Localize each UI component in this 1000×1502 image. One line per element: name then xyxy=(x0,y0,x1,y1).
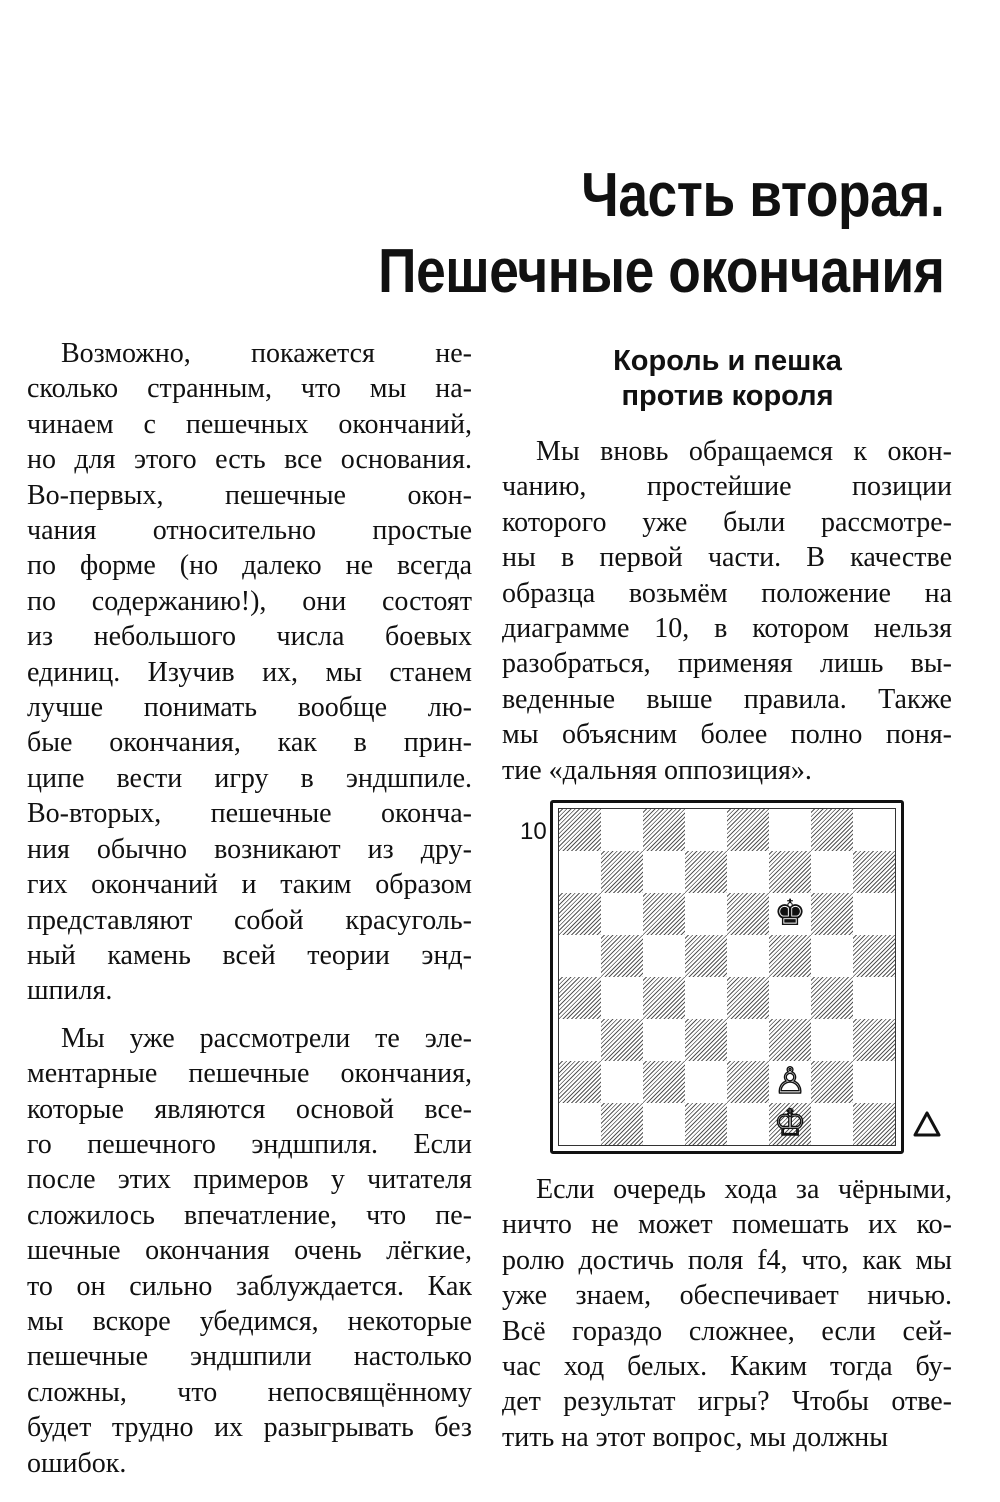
right-paragraph-2 xyxy=(502,1172,952,1455)
square-b4 xyxy=(601,977,643,1019)
square-c4 xyxy=(643,977,685,1019)
square-h1 xyxy=(853,1103,895,1145)
square-b1 xyxy=(601,1103,643,1145)
square-d3 xyxy=(685,1019,727,1061)
square-e2 xyxy=(727,1061,769,1103)
section-heading-line-1: Король и пешка xyxy=(613,345,842,377)
diagram-number: 10 xyxy=(520,818,547,845)
text-line: ролю достичь поля f4, что, как мы xyxy=(502,1244,952,1276)
white-pawn-icon: ♙ xyxy=(773,1061,807,1102)
square-d4 xyxy=(685,977,727,1019)
chessboard xyxy=(558,808,896,1146)
right-column-top xyxy=(502,434,952,788)
text-line: тить на этот вопрос, мы должны xyxy=(502,1421,889,1453)
black-king-icon: ♚ xyxy=(773,893,807,934)
square-g1 xyxy=(811,1103,853,1145)
square-a3 xyxy=(559,1019,601,1061)
square-c1 xyxy=(643,1103,685,1145)
square-c5 xyxy=(643,935,685,977)
square-a1 xyxy=(559,1103,601,1145)
white-to-move-triangle-icon xyxy=(912,1110,942,1138)
text-line: гих окончаний и таким образом xyxy=(27,869,472,901)
text-line: мы объясним более полно поня- xyxy=(502,719,952,751)
square-d2 xyxy=(685,1061,727,1103)
text-line: которые являются основой все- xyxy=(27,1093,472,1125)
square-f3 xyxy=(769,1019,811,1061)
text-line: будет трудно их разыгрывать без xyxy=(27,1412,472,1444)
left-column xyxy=(27,336,472,1481)
square-f7 xyxy=(769,851,811,893)
square-f8 xyxy=(769,809,811,851)
square-c3 xyxy=(643,1019,685,1061)
square-g8 xyxy=(811,809,853,851)
text-line: чинаем с пешечных окончаний, xyxy=(27,408,472,440)
right-paragraph-1 xyxy=(502,434,952,788)
square-e6 xyxy=(727,893,769,935)
text-line: разобраться, применяя лишь вы- xyxy=(502,648,952,680)
white-king-icon: ♔ xyxy=(773,1103,807,1144)
square-e4 xyxy=(727,977,769,1019)
square-f6 xyxy=(769,893,811,935)
square-d7 xyxy=(685,851,727,893)
square-e3 xyxy=(727,1019,769,1061)
text-line: ментарные пешечные окончания, xyxy=(27,1058,472,1090)
square-e5 xyxy=(727,935,769,977)
square-d1 xyxy=(685,1103,727,1145)
square-a8 xyxy=(559,809,601,851)
square-g5 xyxy=(811,935,853,977)
right-column-bottom xyxy=(502,1172,952,1455)
square-b3 xyxy=(601,1019,643,1061)
text-line: шечные окончания очень лёгкие, xyxy=(27,1235,472,1267)
square-d6 xyxy=(685,893,727,935)
square-d8 xyxy=(685,809,727,851)
square-h6 xyxy=(853,893,895,935)
text-line: сколько странным, что мы на- xyxy=(27,373,472,405)
text-line: диаграмме 10, в котором нельзя xyxy=(502,613,952,645)
text-line: после этих примеров у читателя xyxy=(27,1164,472,1196)
square-e8 xyxy=(727,809,769,851)
text-line: но для этого есть все основания. xyxy=(27,444,472,476)
text-line: бые окончания, как в прин- xyxy=(27,727,472,759)
section-heading-line-2: против короля xyxy=(621,380,834,412)
text-line: по форме (но далеко не всегда xyxy=(27,550,472,582)
square-a6 xyxy=(559,893,601,935)
square-g2 xyxy=(811,1061,853,1103)
square-h7 xyxy=(853,851,895,893)
square-g3 xyxy=(811,1019,853,1061)
square-b2 xyxy=(601,1061,643,1103)
text-line: образца возьмём положение на xyxy=(502,577,952,609)
square-e7 xyxy=(727,851,769,893)
square-b7 xyxy=(601,851,643,893)
square-b5 xyxy=(601,935,643,977)
text-line: тие «дальняя оппозиция». xyxy=(502,754,812,786)
text-line: Мы уже рассмотрели те эле- xyxy=(61,1022,472,1054)
square-f5 xyxy=(769,935,811,977)
text-line: сложилось впечатление, что пе- xyxy=(27,1199,472,1231)
square-c7 xyxy=(643,851,685,893)
text-line: час ход белых. Каким тогда бу- xyxy=(502,1351,952,1383)
text-line: ны в первой части. В качестве xyxy=(502,542,952,574)
text-line: Возможно, покажется не- xyxy=(61,338,472,369)
square-g7 xyxy=(811,851,853,893)
text-line: по содержанию!), они состоят xyxy=(27,585,472,617)
square-f1 xyxy=(769,1103,811,1145)
text-line: чания относительно простые xyxy=(27,515,472,547)
square-f4 xyxy=(769,977,811,1019)
text-line: Во-вторых, пешечные оконча- xyxy=(27,798,472,830)
text-line: Во-первых, пешечные окон- xyxy=(27,479,472,511)
text-line: Всё гораздо сложнее, если сей- xyxy=(502,1315,952,1347)
square-c6 xyxy=(643,893,685,935)
text-line: сложны, что непосвящённому xyxy=(27,1376,472,1408)
square-a7 xyxy=(559,851,601,893)
text-line: то он сильно заблуждается. Как xyxy=(27,1270,472,1302)
text-line: уже знаем, обеспечивает ничью. xyxy=(502,1280,952,1312)
square-a4 xyxy=(559,977,601,1019)
square-b6 xyxy=(601,893,643,935)
text-line: веденные выше правила. Также xyxy=(502,683,952,715)
text-line: Если очередь хода за чёрными, xyxy=(536,1174,952,1205)
text-line: Мы вновь обращаемся к окон- xyxy=(536,436,952,467)
left-paragraph-1 xyxy=(27,336,472,1009)
section-heading xyxy=(530,344,925,414)
text-line: ния обычно возникают из дру- xyxy=(27,833,472,865)
text-line: чанию, простейшие позиции xyxy=(502,471,952,503)
part-title-line-1: Часть вторая. xyxy=(580,161,944,230)
text-line: мы вскоре убедимся, некоторые xyxy=(27,1305,472,1337)
text-line: ный камень всей теории энд- xyxy=(27,939,472,971)
square-c2 xyxy=(643,1061,685,1103)
square-h5 xyxy=(853,935,895,977)
square-g6 xyxy=(811,893,853,935)
text-line: лучше понимать вообще лю- xyxy=(27,692,472,724)
chess-diagram xyxy=(520,800,960,1160)
square-h8 xyxy=(853,809,895,851)
text-line: шпиля. xyxy=(27,975,113,1007)
square-h4 xyxy=(853,977,895,1019)
text-line: пешечные эндшпили настолько xyxy=(27,1341,472,1373)
square-g4 xyxy=(811,977,853,1019)
part-title xyxy=(378,158,944,310)
square-b8 xyxy=(601,809,643,851)
text-line: единиц. Изучив их, мы станем xyxy=(27,656,472,688)
text-line: дет результат игры? Чтобы отве- xyxy=(502,1386,952,1418)
chessboard-frame xyxy=(550,800,904,1154)
square-e1 xyxy=(727,1103,769,1145)
left-paragraph-2 xyxy=(27,1021,472,1481)
square-c8 xyxy=(643,809,685,851)
text-line: ципе вести игру в эндшпиле. xyxy=(27,762,472,794)
text-line: ошибок. xyxy=(27,1447,127,1479)
square-d5 xyxy=(685,935,727,977)
square-a2 xyxy=(559,1061,601,1103)
text-line: ничто не может помешать их ко- xyxy=(502,1209,952,1241)
text-line: представляют собой красуголь- xyxy=(27,904,472,936)
square-f2 xyxy=(769,1061,811,1103)
text-line: из небольшого числа боевых xyxy=(27,621,472,653)
part-title-line-2: Пешечные окончания xyxy=(377,237,944,306)
square-h3 xyxy=(853,1019,895,1061)
text-line: го пешечного эндшпиля. Если xyxy=(27,1128,472,1160)
square-h2 xyxy=(853,1061,895,1103)
square-a5 xyxy=(559,935,601,977)
text-line: которого уже были рассмотре- xyxy=(502,506,952,538)
